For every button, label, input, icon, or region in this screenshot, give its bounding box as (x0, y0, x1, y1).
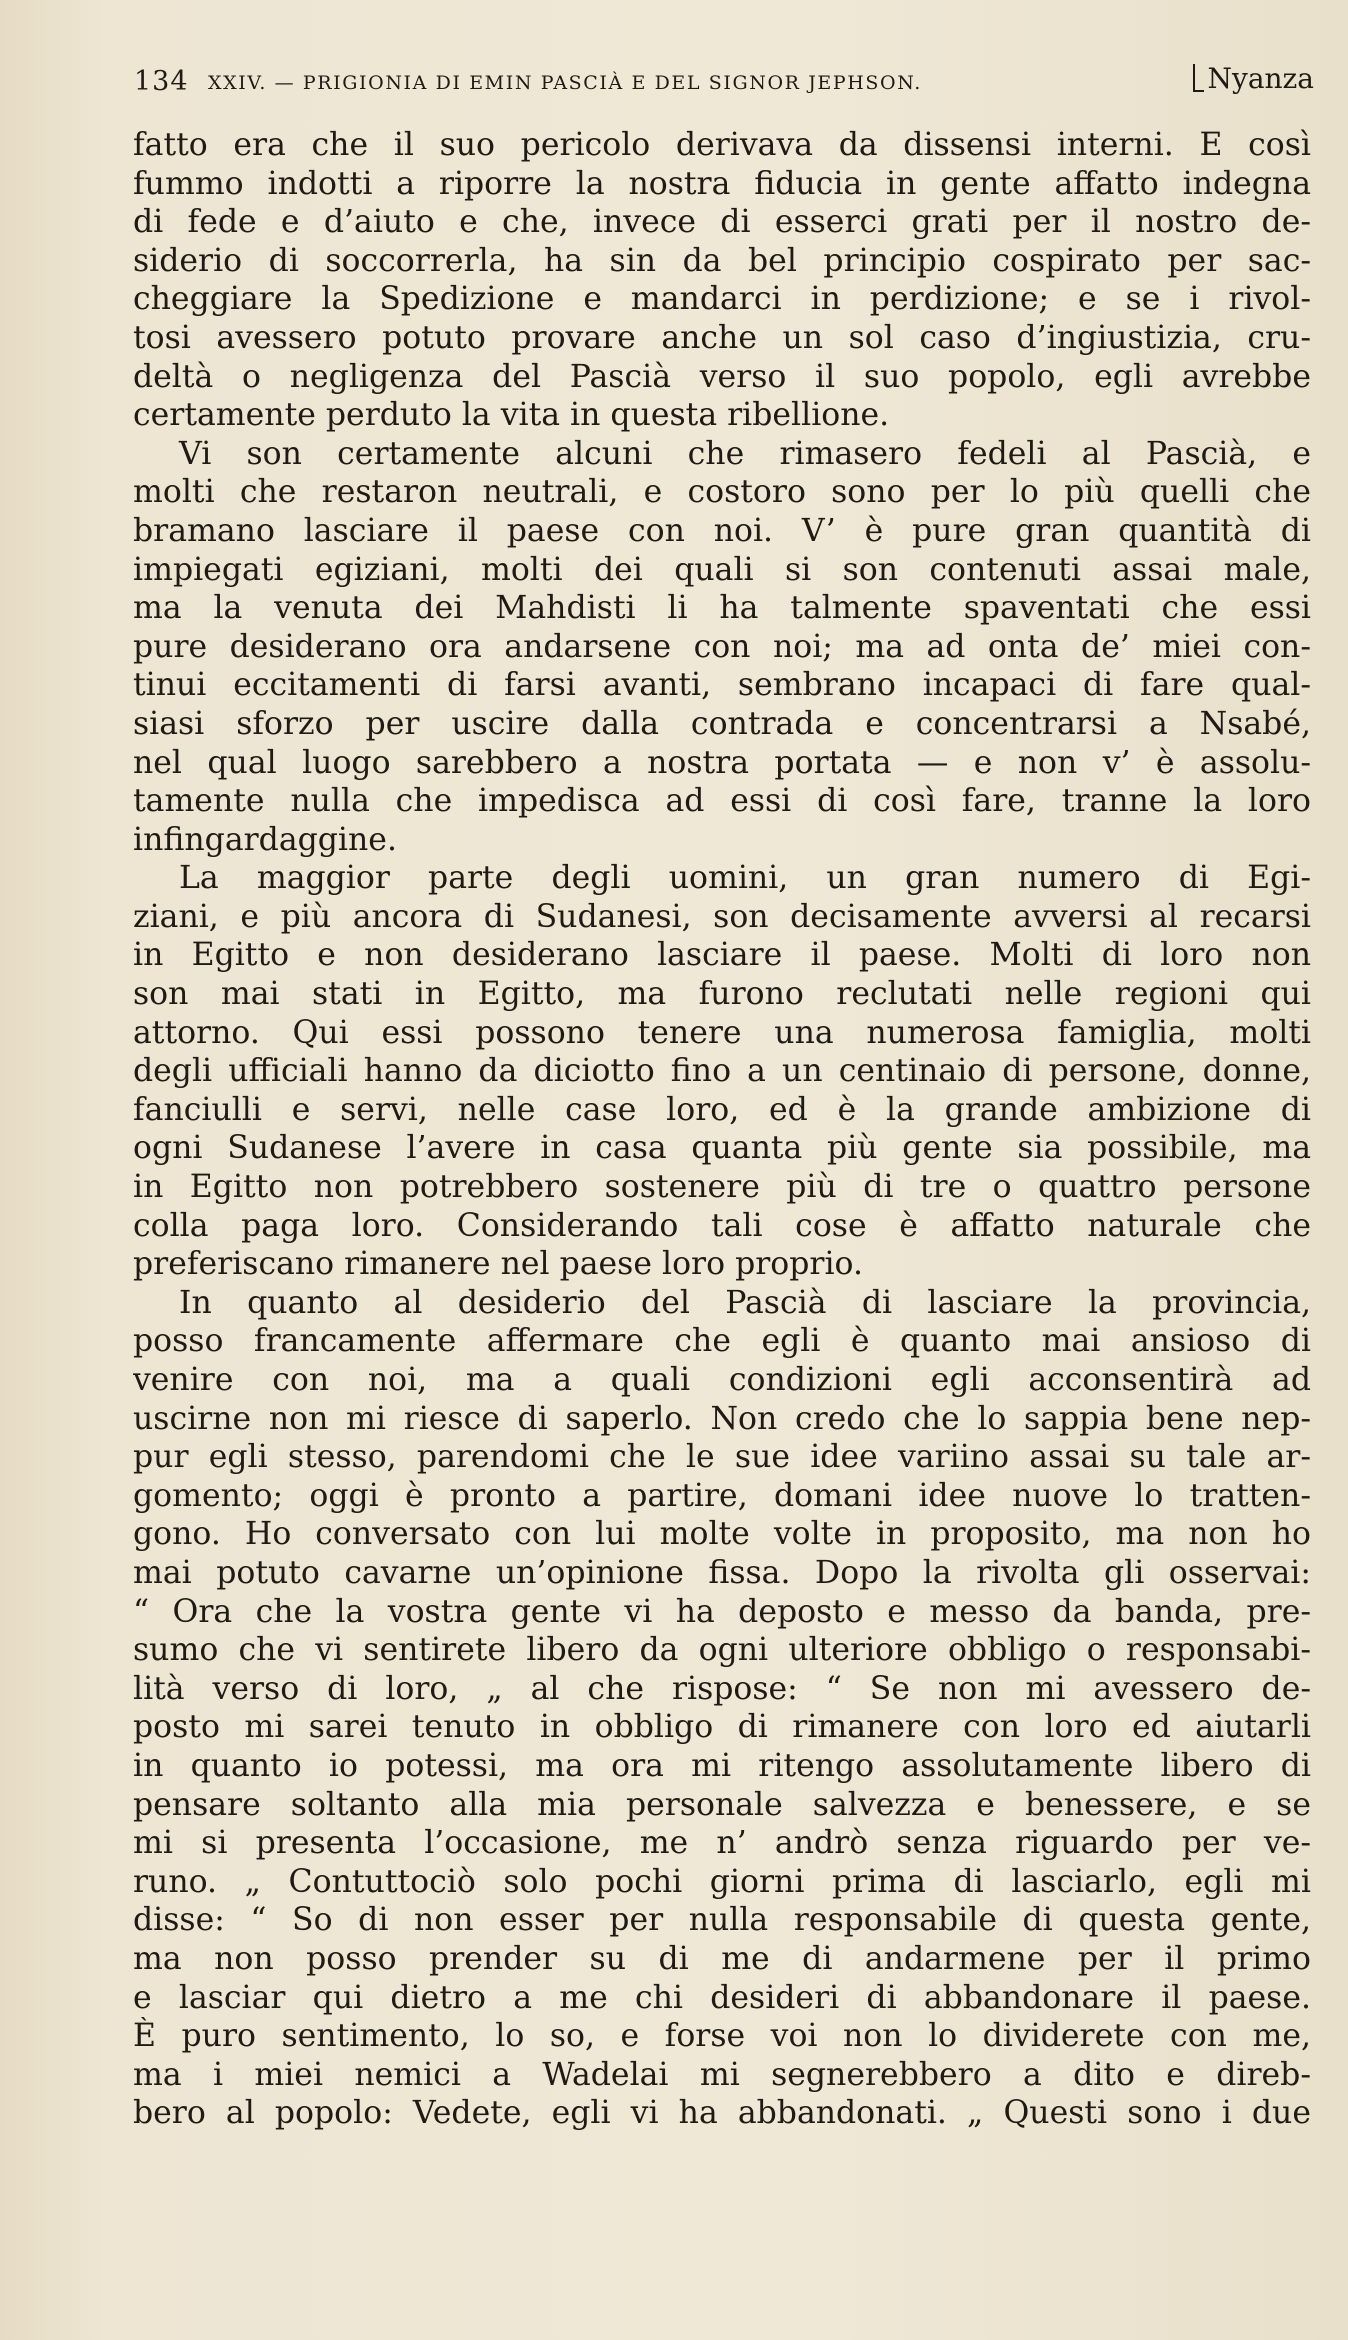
text-line: tosi avessero potuto provare anche un sol caso d’ingiustizia, cru- (133, 319, 1311, 356)
text-line: lità verso di loro, „ al che rispose: “ Se non mi avessero de- (133, 1670, 1311, 1707)
text-line: di fede e d’aiuto e che, invece di esserci grati per il nostro de- (133, 204, 1311, 241)
text-line: In quanto al desiderio del Pascià di lasciare la provincia, (179, 1284, 1311, 1321)
text-line: È puro sentimento, lo so, e forse voi non lo dividerete con me, (133, 2018, 1311, 2055)
section-label (1193, 62, 1315, 95)
text-line: mi si presenta l’occasione, me n’ andrò senza riguardo per ve- (133, 1825, 1311, 1862)
text-line: pur egli stesso, parendomi che le sue idee variino assai su tale ar- (133, 1439, 1311, 1476)
text-line: posto mi sarei tenuto in obbligo di rimanere con loro ed aiutarli (133, 1709, 1311, 1746)
section-name: Nyanza (1207, 62, 1314, 95)
text-line: gomento; oggi è pronto a partire, domani idee nuove lo tratten- (133, 1477, 1311, 1514)
text-line: gono. Ho conversato con lui molte volte in proposito, ma non ho (133, 1516, 1311, 1553)
text-line: runo. „ Contuttociò solo pochi giorni prima di lasciarlo, egli mi (133, 1863, 1311, 1900)
page-number: 134 (134, 66, 189, 97)
body-text (133, 126, 1311, 2133)
text-line: son mai stati in Egitto, ma furono reclutati nelle regioni qui (133, 976, 1311, 1013)
text-line: fanciulli e servi, nelle case loro, ed è la grande ambizione di (133, 1091, 1311, 1128)
text-line: attorno. Qui essi possono tenere una numerosa famiglia, molti (133, 1014, 1311, 1051)
text-line: venire con noi, ma a quali condizioni egli acconsentirà ad (133, 1362, 1311, 1398)
text-line: tamente nulla che impedisca ad essi di così fare, tranne la loro (133, 783, 1311, 820)
text-line: Vi son certamente alcuni che rimasero fedeli al Pascià, e (179, 435, 1311, 472)
text-line: bramano lasciare il paese con noi. V’ è pure gran quantità di (133, 512, 1311, 549)
text-line: deltà o negligenza del Pascià verso il suo popolo, egli avrebbe (133, 358, 1311, 395)
text-line: fummo indotti a riporre la nostra fiducia in gente affatto indegna (133, 165, 1311, 202)
text-line: in quanto io potessi, ma ora mi ritengo assolutamente libero di (133, 1747, 1311, 1784)
page-header (134, 62, 1314, 106)
text-line: degli ufficiali hanno da diciotto fino a un centinaio di persone, donne, (133, 1053, 1311, 1090)
text-line: molti che restaron neutrali, e costoro sono per lo più quelli che (133, 474, 1311, 511)
text-line: ma non posso prender su di me di andarmene per il primo (133, 1940, 1311, 1977)
text-line: nel qual luogo sarebbero a nostra portata — e non v’ è assolu- (133, 744, 1311, 781)
text-line: La maggior parte degli uomini, un gran numero di Egi- (179, 860, 1311, 897)
text-line: infingardaggine. (133, 821, 397, 858)
text-line: posso francamente affermare che egli è quanto mai ansioso di (133, 1323, 1311, 1360)
text-line: ma la venuta dei Mahdisti li ha talmente spaventati che essi (133, 590, 1311, 627)
text-line: pensare soltanto alla mia personale salvezza e benessere, e se (133, 1786, 1311, 1823)
text-line: sumo che vi sentirete libero da ogni ulteriore obbligo o responsabi- (133, 1632, 1311, 1669)
text-line: disse: “ So di non esser per nulla responsabile di questa gente, (133, 1902, 1311, 1939)
text-line: colla paga loro. Considerando tali cose è affatto naturale che (133, 1207, 1311, 1244)
text-line: pure desiderano ora andarsene con noi; ma ad onta de’ miei con- (133, 628, 1311, 665)
text-line: siderio di soccorrerla, ha sin da bel principio cospirato per sac- (133, 242, 1311, 279)
text-line: tinui eccitamenti di farsi avanti, sembrano incapaci di fare qual- (133, 667, 1311, 704)
text-line: bero al popolo: Vedete, egli vi ha abbandonati. „ Questi sono i due (133, 2095, 1311, 2132)
text-line: ogni Sudanese l’avere in casa quanta più gente sia possibile, ma (133, 1130, 1311, 1167)
text-line: preferiscano rimanere nel paese loro proprio. (133, 1246, 863, 1283)
text-line: ma i miei nemici a Wadelai mi segnerebbero a dito e direb- (133, 2056, 1311, 2093)
text-line: certamente perduto la vita in questa ribellione. (133, 397, 890, 434)
text-line: siasi sforzo per uscire dalla contrada e concentrarsi a Nsabé, (133, 705, 1311, 742)
text-line: in Egitto e non desiderano lasciare il paese. Molti di loro non (133, 937, 1311, 974)
text-line: ziani, e più ancora di Sudanesi, son decisamente avversi al recarsi (133, 898, 1311, 935)
text-line: in Egitto non potrebbero sostenere più di tre o quattro persone (133, 1169, 1311, 1206)
text-line: fatto era che il suo pericolo derivava da dissensi interni. E così (133, 127, 1311, 163)
text-line: mai potuto cavarne un’opinione fissa. Dopo la rivolta gli osservai: (133, 1554, 1311, 1591)
text-line: impiegati egiziani, molti dei quali si son contenuti assai male, (133, 551, 1311, 588)
bracket-mark (1193, 64, 1204, 92)
text-line: “ Ora che la vostra gente vi ha deposto e messo da banda, pre- (133, 1593, 1311, 1630)
text-line: uscirne non mi riesce di saperlo. Non credo che lo sappia bene nep- (133, 1400, 1311, 1437)
running-title: XXIV. — PRIGIONIA DI EMIN PASCIÀ E DEL SIGNOR JEPHSON. (208, 72, 922, 94)
text-line: cheggiare la Spedizione e mandarci in perdizione; e se i rivol- (133, 281, 1311, 318)
text-line: e lasciar qui dietro a me chi desideri di abbandonare il paese. (133, 1979, 1311, 2016)
